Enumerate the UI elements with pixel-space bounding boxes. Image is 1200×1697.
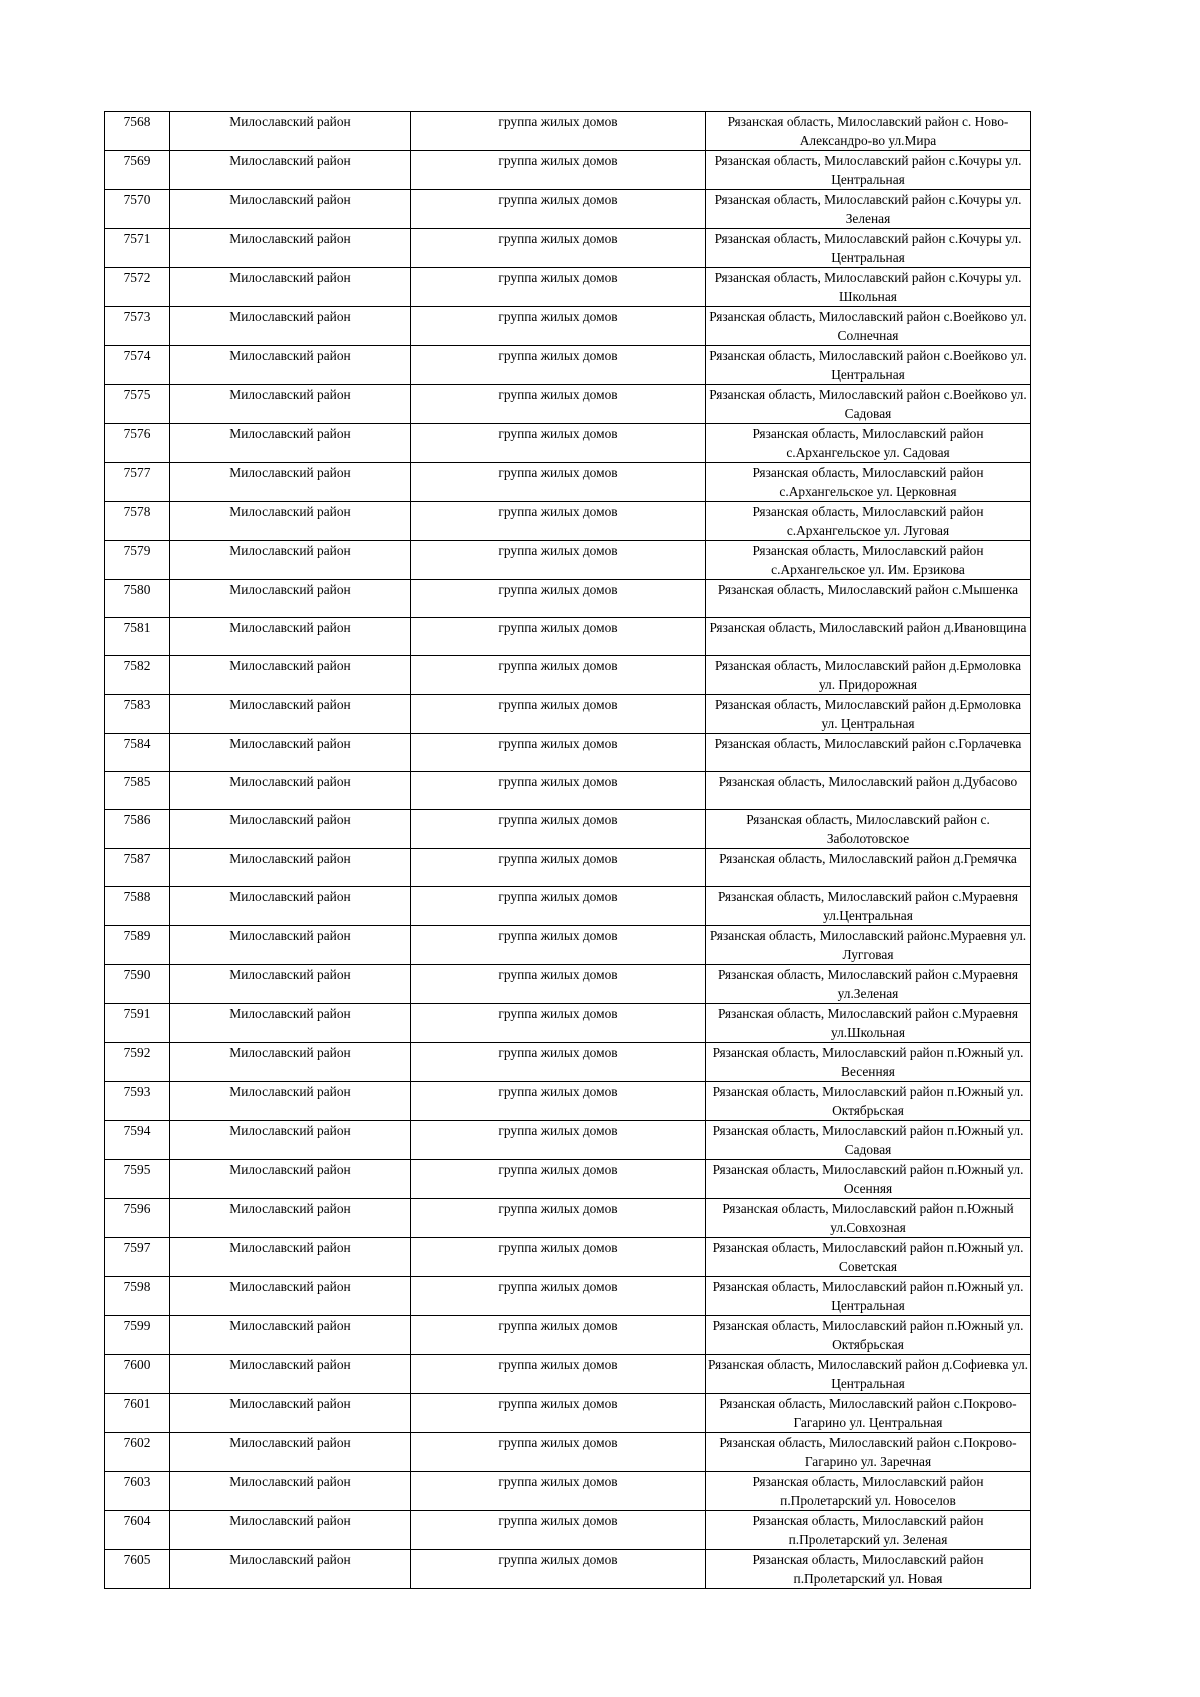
cell-district: Милославский район [170, 1238, 411, 1277]
cell-object-type: группа жилых домов [411, 810, 706, 849]
cell-number: 7583 [105, 695, 170, 734]
table-row [105, 1121, 1031, 1160]
cell-district: Милославский район [170, 772, 411, 810]
cell-object-type: группа жилых домов [411, 695, 706, 734]
cell-number: 7568 [105, 112, 170, 151]
cell-address: Рязанская область, Милославский район с.Кочуры ул. Школьная [706, 268, 1031, 307]
cell-address: Рязанская область, Милославский район с. Заболотовское [706, 810, 1031, 849]
cell-object-type: группа жилых домов [411, 1433, 706, 1472]
cell-address: Рязанская область, Милославский район д.Софиевка ул. Центральная [706, 1355, 1031, 1394]
cell-address: Рязанская область, Милославский район с. Ново-Александро-во ул.Мира [706, 112, 1031, 151]
cell-district: Милославский район [170, 1355, 411, 1394]
cell-address: Рязанская область, Милославский район с.Воейково ул. Центральная [706, 346, 1031, 385]
cell-object-type: группа жилых домов [411, 1082, 706, 1121]
cell-district: Милославский район [170, 849, 411, 887]
cell-object-type: группа жилых домов [411, 1160, 706, 1199]
cell-district: Милославский район [170, 887, 411, 926]
table-row [105, 1394, 1031, 1433]
cell-district: Милославский район [170, 618, 411, 656]
cell-number: 7588 [105, 887, 170, 926]
table-row [105, 1160, 1031, 1199]
cell-object-type: группа жилых домов [411, 463, 706, 502]
cell-district: Милославский район [170, 1394, 411, 1433]
cell-address: Рязанская область, Милославский район с.Архангельское ул. Им. Ерзикова [706, 541, 1031, 580]
table-row [105, 112, 1031, 151]
cell-object-type: группа жилых домов [411, 1394, 706, 1433]
cell-object-type: группа жилых домов [411, 229, 706, 268]
cell-address: Рязанская область, Милославский район п.Пролетарский ул. Новоселов [706, 1472, 1031, 1511]
cell-object-type: группа жилых домов [411, 1316, 706, 1355]
cell-number: 7570 [105, 190, 170, 229]
cell-district: Милославский район [170, 463, 411, 502]
cell-district: Милославский район [170, 1160, 411, 1199]
cell-number: 7604 [105, 1511, 170, 1550]
cell-address: Рязанская область, Милославский район с.Мураевня ул.Зеленая [706, 965, 1031, 1004]
cell-address: Рязанская область, Милославский район д.Ивановщина [706, 618, 1031, 656]
table-row [105, 887, 1031, 926]
cell-number: 7599 [105, 1316, 170, 1355]
table-row [105, 618, 1031, 656]
cell-district: Милославский район [170, 580, 411, 618]
table-row [105, 229, 1031, 268]
cell-address: Рязанская область, Милославский район п.Южный ул. Октябрьская [706, 1082, 1031, 1121]
cell-number: 7602 [105, 1433, 170, 1472]
cell-number: 7593 [105, 1082, 170, 1121]
cell-address: Рязанская область, Милославский район д.Дубасово [706, 772, 1031, 810]
cell-object-type: группа жилых домов [411, 618, 706, 656]
cell-district: Милославский район [170, 965, 411, 1004]
cell-district: Милославский район [170, 190, 411, 229]
table-row [105, 1355, 1031, 1394]
cell-district: Милославский район [170, 1199, 411, 1238]
cell-district: Милославский район [170, 1043, 411, 1082]
cell-address: Рязанская область, Милославский район с.Покрово-Гагарино ул. Заречная [706, 1433, 1031, 1472]
cell-object-type: группа жилых домов [411, 268, 706, 307]
cell-address: Рязанская область, Милославский район с.Горлачевка [706, 734, 1031, 772]
cell-address: Рязанская область, Милославский район д.Ермоловка ул. Центральная [706, 695, 1031, 734]
cell-district: Милославский район [170, 1511, 411, 1550]
cell-address: Рязанская область, Милославский районс.Мураевня ул. Лугговая [706, 926, 1031, 965]
cell-district: Милославский район [170, 151, 411, 190]
cell-district: Милославский район [170, 1004, 411, 1043]
cell-number: 7603 [105, 1472, 170, 1511]
cell-object-type: группа жилых домов [411, 734, 706, 772]
cell-district: Милославский район [170, 424, 411, 463]
cell-address: Рязанская область, Милославский район п.Южный ул. Центральная [706, 1277, 1031, 1316]
table-row [105, 1043, 1031, 1082]
cell-object-type: группа жилых домов [411, 112, 706, 151]
cell-address: Рязанская область, Милославский район с.Мышенка [706, 580, 1031, 618]
cell-number: 7586 [105, 810, 170, 849]
cell-district: Милославский район [170, 385, 411, 424]
cell-district: Милославский район [170, 502, 411, 541]
cell-object-type: группа жилых домов [411, 385, 706, 424]
cell-object-type: группа жилых домов [411, 541, 706, 580]
cell-number: 7580 [105, 580, 170, 618]
cell-object-type: группа жилых домов [411, 307, 706, 346]
table-row [105, 424, 1031, 463]
cell-number: 7576 [105, 424, 170, 463]
cell-object-type: группа жилых домов [411, 849, 706, 887]
cell-object-type: группа жилых домов [411, 887, 706, 926]
cell-number: 7569 [105, 151, 170, 190]
cell-object-type: группа жилых домов [411, 151, 706, 190]
cell-number: 7575 [105, 385, 170, 424]
cell-address: Рязанская область, Милославский район с.Кочуры ул. Зеленая [706, 190, 1031, 229]
table-row [105, 268, 1031, 307]
cell-object-type: группа жилых домов [411, 1472, 706, 1511]
table-row [105, 772, 1031, 810]
cell-number: 7595 [105, 1160, 170, 1199]
cell-number: 7589 [105, 926, 170, 965]
cell-object-type: группа жилых домов [411, 424, 706, 463]
cell-address: Рязанская область, Милославский район с.Воейково ул. Садовая [706, 385, 1031, 424]
table-row [105, 965, 1031, 1004]
cell-number: 7591 [105, 1004, 170, 1043]
cell-object-type: группа жилых домов [411, 1121, 706, 1160]
table-row [105, 190, 1031, 229]
cell-number: 7592 [105, 1043, 170, 1082]
cell-number: 7605 [105, 1550, 170, 1589]
cell-address: Рязанская область, Милославский район д.Ермоловка ул. Придорожная [706, 656, 1031, 695]
cell-address: Рязанская область, Милославский район д.Гремячка [706, 849, 1031, 887]
cell-address: Рязанская область, Милославский район п.Южный ул. Осенняя [706, 1160, 1031, 1199]
cell-district: Милославский район [170, 1082, 411, 1121]
table-row [105, 1082, 1031, 1121]
cell-address: Рязанская область, Милославский район с.Архангельское ул. Луговая [706, 502, 1031, 541]
cell-address: Рязанская область, Милославский район п.Пролетарский ул. Зеленая [706, 1511, 1031, 1550]
cell-object-type: группа жилых домов [411, 1550, 706, 1589]
table-row [105, 1238, 1031, 1277]
cell-district: Милославский район [170, 1121, 411, 1160]
cell-number: 7578 [105, 502, 170, 541]
cell-object-type: группа жилых домов [411, 926, 706, 965]
cell-district: Милославский район [170, 1277, 411, 1316]
cell-number: 7573 [105, 307, 170, 346]
table-row [105, 385, 1031, 424]
cell-number: 7600 [105, 1355, 170, 1394]
cell-number: 7601 [105, 1394, 170, 1433]
table-row [105, 734, 1031, 772]
cell-district: Милославский район [170, 1433, 411, 1472]
table-row [105, 541, 1031, 580]
cell-number: 7574 [105, 346, 170, 385]
cell-number: 7577 [105, 463, 170, 502]
table-row [105, 463, 1031, 502]
table-row [105, 346, 1031, 385]
cell-address: Рязанская область, Милославский район с.Покрово-Гагарино ул. Центральная [706, 1394, 1031, 1433]
cell-district: Милославский район [170, 541, 411, 580]
cell-district: Милославский район [170, 1316, 411, 1355]
cell-number: 7587 [105, 849, 170, 887]
table-row [105, 1511, 1031, 1550]
cell-district: Милославский район [170, 734, 411, 772]
table-row [105, 1004, 1031, 1043]
table-row [105, 810, 1031, 849]
cell-object-type: группа жилых домов [411, 346, 706, 385]
table-row [105, 151, 1031, 190]
cell-district: Милославский район [170, 229, 411, 268]
cell-number: 7579 [105, 541, 170, 580]
cell-object-type: группа жилых домов [411, 1043, 706, 1082]
cell-object-type: группа жилых домов [411, 1511, 706, 1550]
table-row [105, 926, 1031, 965]
cell-object-type: группа жилых домов [411, 1238, 706, 1277]
cell-number: 7581 [105, 618, 170, 656]
table-row [105, 502, 1031, 541]
cell-number: 7596 [105, 1199, 170, 1238]
cell-address: Рязанская область, Милославский район с.Кочуры ул. Центральная [706, 151, 1031, 190]
cell-address: Рязанская область, Милославский район п.Южный ул.Совхозная [706, 1199, 1031, 1238]
cell-object-type: группа жилых домов [411, 656, 706, 695]
table-row [105, 1550, 1031, 1589]
cell-object-type: группа жилых домов [411, 1004, 706, 1043]
cell-number: 7597 [105, 1238, 170, 1277]
cell-object-type: группа жилых домов [411, 502, 706, 541]
cell-address: Рязанская область, Милославский район п.Южный ул. Октябрьская [706, 1316, 1031, 1355]
cell-object-type: группа жилых домов [411, 772, 706, 810]
cell-district: Милославский район [170, 926, 411, 965]
table-row [105, 1433, 1031, 1472]
registry-table [104, 111, 1031, 1589]
cell-address: Рязанская область, Милославский район с.Архангельское ул. Садовая [706, 424, 1031, 463]
cell-object-type: группа жилых домов [411, 1199, 706, 1238]
cell-number: 7590 [105, 965, 170, 1004]
cell-address: Рязанская область, Милославский район с.Воейково ул. Солнечная [706, 307, 1031, 346]
cell-object-type: группа жилых домов [411, 965, 706, 1004]
cell-district: Милославский район [170, 695, 411, 734]
cell-object-type: группа жилых домов [411, 190, 706, 229]
cell-address: Рязанская область, Милославский район п.Южный ул. Садовая [706, 1121, 1031, 1160]
table-row [105, 849, 1031, 887]
cell-number: 7585 [105, 772, 170, 810]
cell-number: 7598 [105, 1277, 170, 1316]
cell-district: Милославский район [170, 307, 411, 346]
cell-district: Милославский район [170, 268, 411, 307]
cell-number: 7584 [105, 734, 170, 772]
table-row [105, 656, 1031, 695]
cell-address: Рязанская область, Милославский район с.Мураевня ул.Центральная [706, 887, 1031, 926]
table-row [105, 580, 1031, 618]
cell-district: Милославский район [170, 1550, 411, 1589]
cell-district: Милославский район [170, 656, 411, 695]
registry-table-body [105, 112, 1031, 1589]
cell-number: 7572 [105, 268, 170, 307]
cell-address: Рязанская область, Милославский район с.Мураевня ул.Школьная [706, 1004, 1031, 1043]
cell-district: Милославский район [170, 810, 411, 849]
table-row [105, 1472, 1031, 1511]
cell-object-type: группа жилых домов [411, 580, 706, 618]
cell-address: Рязанская область, Милославский район с.Архангельское ул. Церковная [706, 463, 1031, 502]
cell-address: Рязанская область, Милославский район п.Южный ул. Советская [706, 1238, 1031, 1277]
cell-address: Рязанская область, Милославский район п.Пролетарский ул. Новая [706, 1550, 1031, 1589]
cell-address: Рязанская область, Милославский район с.Кочуры ул. Центральная [706, 229, 1031, 268]
table-row [105, 1277, 1031, 1316]
cell-district: Милославский район [170, 112, 411, 151]
cell-number: 7571 [105, 229, 170, 268]
cell-number: 7582 [105, 656, 170, 695]
cell-district: Милославский район [170, 1472, 411, 1511]
cell-address: Рязанская область, Милославский район п.Южный ул. Весенняя [706, 1043, 1031, 1082]
table-row [105, 1316, 1031, 1355]
cell-district: Милославский район [170, 346, 411, 385]
cell-object-type: группа жилых домов [411, 1355, 706, 1394]
table-row [105, 307, 1031, 346]
cell-object-type: группа жилых домов [411, 1277, 706, 1316]
table-row [105, 695, 1031, 734]
cell-number: 7594 [105, 1121, 170, 1160]
table-row [105, 1199, 1031, 1238]
